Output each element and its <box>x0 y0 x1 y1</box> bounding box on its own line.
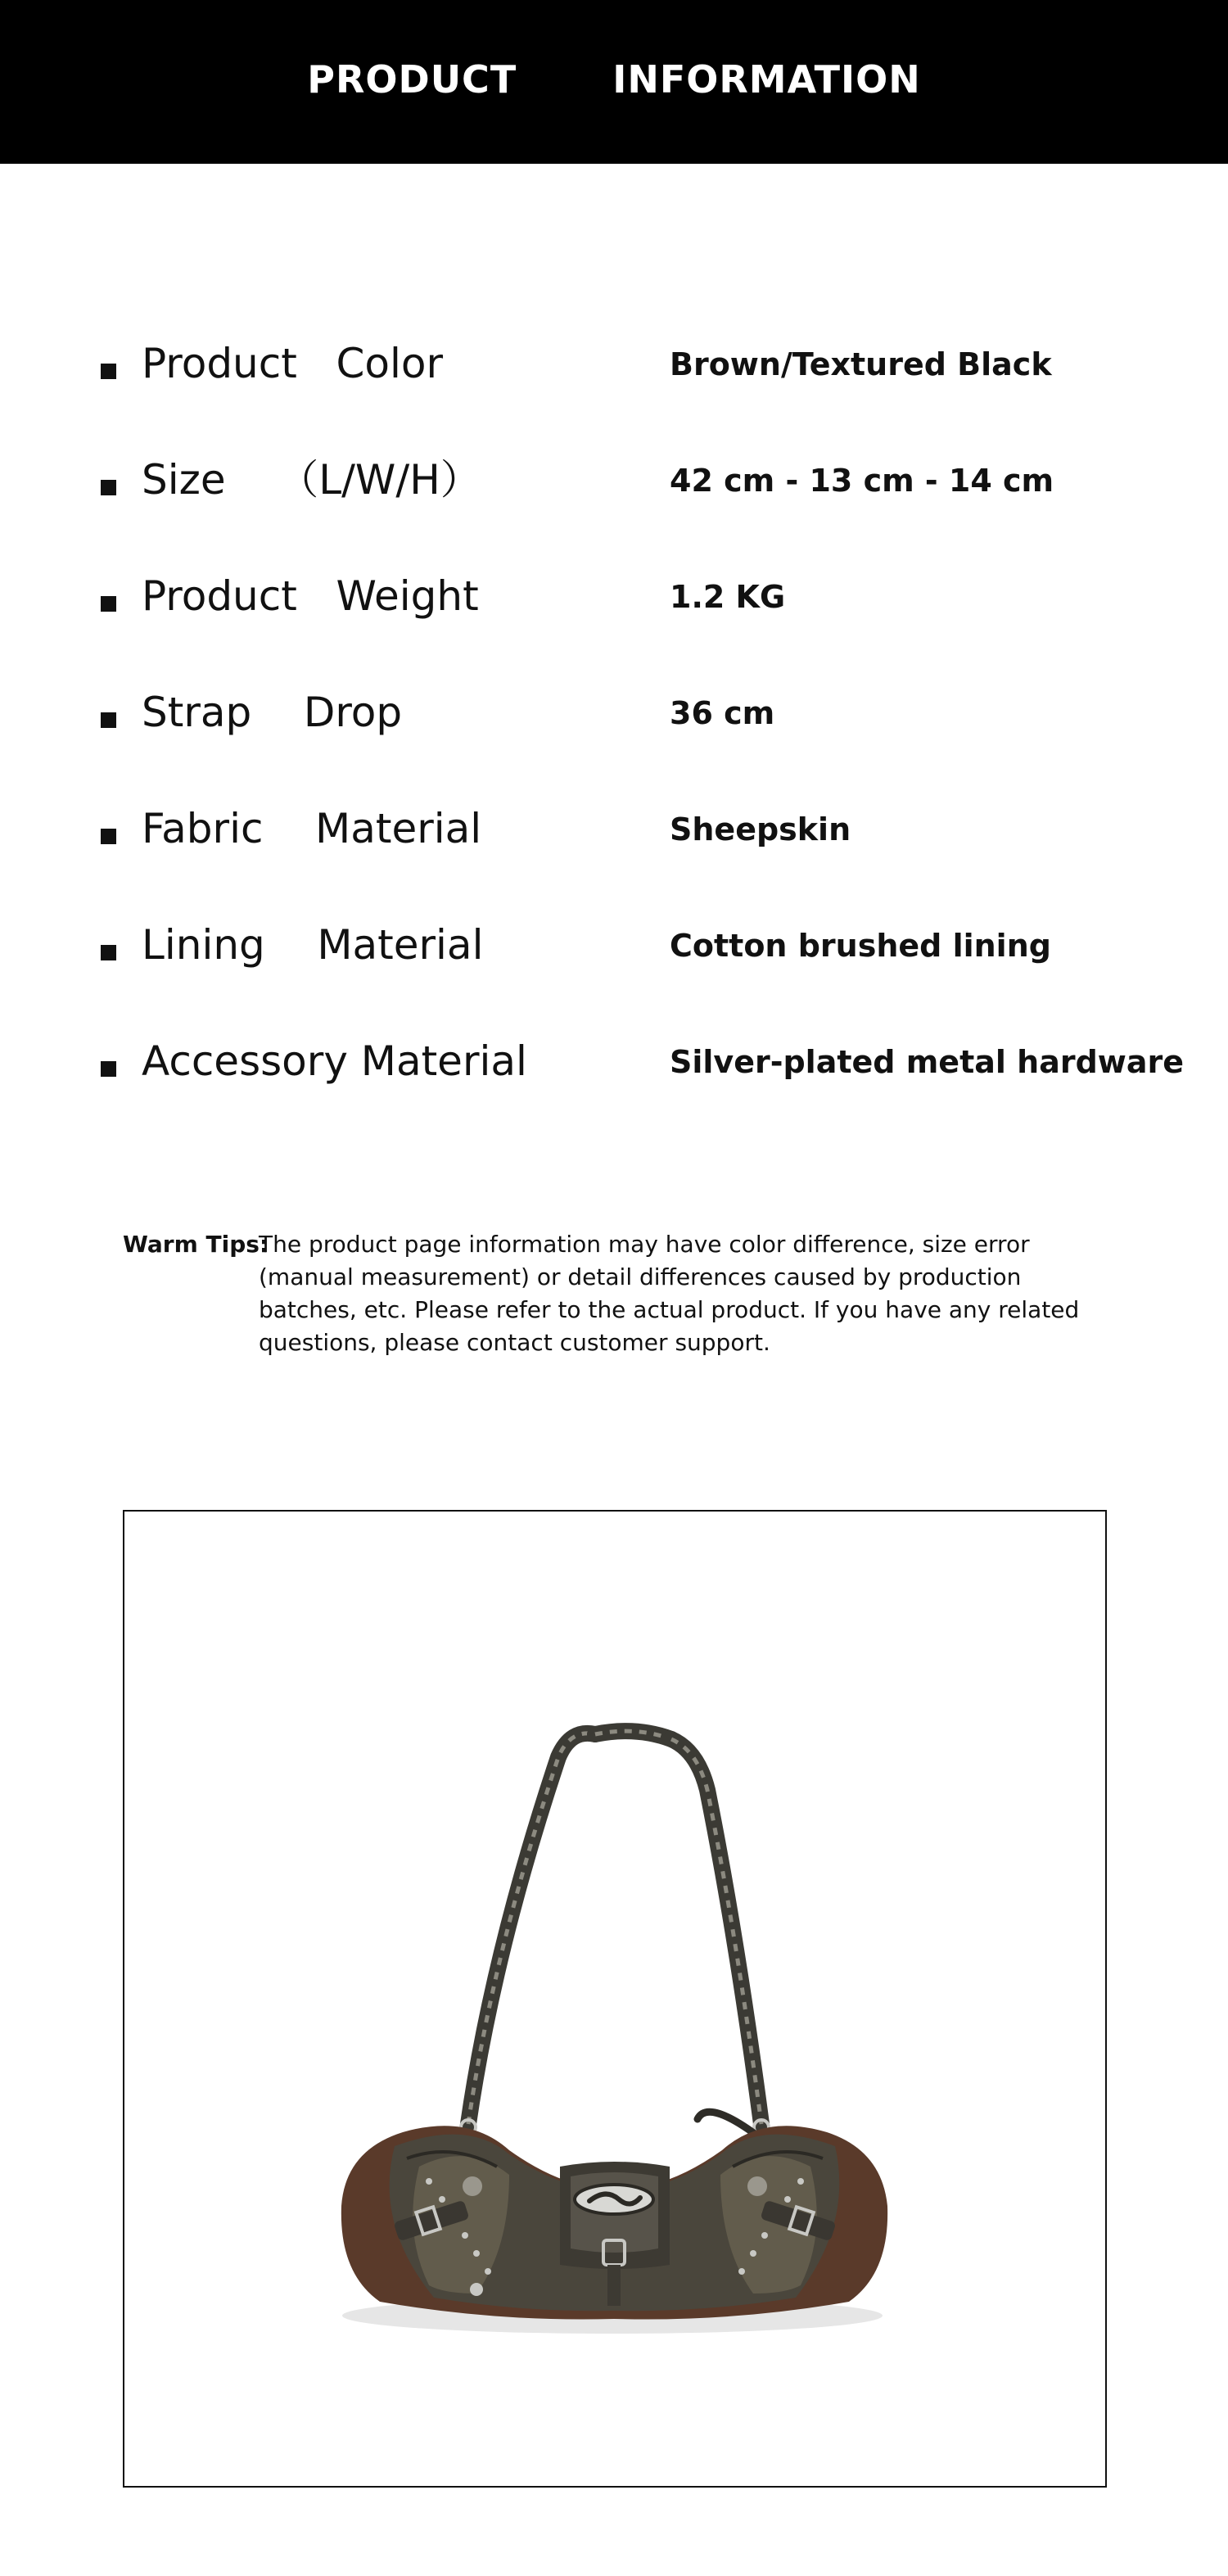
spec-value: 36 cm <box>670 695 775 731</box>
bullet-square-icon <box>101 945 116 960</box>
spec-row-size <box>0 436 1228 552</box>
spec-value: Sheepskin <box>670 811 851 847</box>
bullet-square-icon <box>101 829 116 844</box>
spec-label: Accessory Material <box>142 1037 527 1085</box>
spec-row-strap-drop <box>0 668 1228 784</box>
bag-strap <box>461 1731 769 2135</box>
spec-value: Cotton brushed lining <box>670 928 1051 964</box>
page-header <box>0 0 1228 164</box>
bullet-square-icon <box>101 1061 116 1077</box>
spec-label: Size （L/W/H） <box>142 456 481 504</box>
spec-label: Fabric Material <box>142 805 482 852</box>
spec-value: 1.2 KG <box>670 579 786 615</box>
spec-value: 42 cm - 13 cm - 14 cm <box>670 463 1054 499</box>
product-spec-list <box>0 319 1228 1133</box>
spec-row-lining <box>0 901 1228 1017</box>
warm-tips-text: The product page information may have color difference, size error (manual measurement) or detail differences caused by production batches, etc. Please refer to the actual product. If you have any related questions, please contact customer support. <box>259 1231 1080 1356</box>
product-image-frame <box>123 1510 1107 2488</box>
bullet-square-icon <box>101 364 116 379</box>
spec-row-accessory <box>0 1017 1228 1133</box>
product-bag-image <box>124 1512 1105 2486</box>
page-title: PRODUCT INFORMATION <box>307 57 921 102</box>
spec-row-weight <box>0 552 1228 668</box>
spec-row-color <box>0 319 1228 436</box>
spec-label: Lining Material <box>142 921 484 969</box>
spec-label: Product Weight <box>142 572 479 620</box>
spec-label: Product Color <box>142 340 444 387</box>
bullet-square-icon <box>101 596 116 612</box>
spec-label: Strap Drop <box>142 689 403 736</box>
spec-value: Brown/Textured Black <box>670 346 1052 382</box>
spec-value: Silver-plated metal hardware <box>670 1044 1185 1080</box>
bag-side-loop <box>698 2112 755 2134</box>
spec-row-fabric <box>0 784 1228 901</box>
bullet-square-icon <box>101 712 116 728</box>
warm-tips-label: Warm Tips: <box>123 1231 269 1258</box>
bullet-square-icon <box>101 480 116 495</box>
